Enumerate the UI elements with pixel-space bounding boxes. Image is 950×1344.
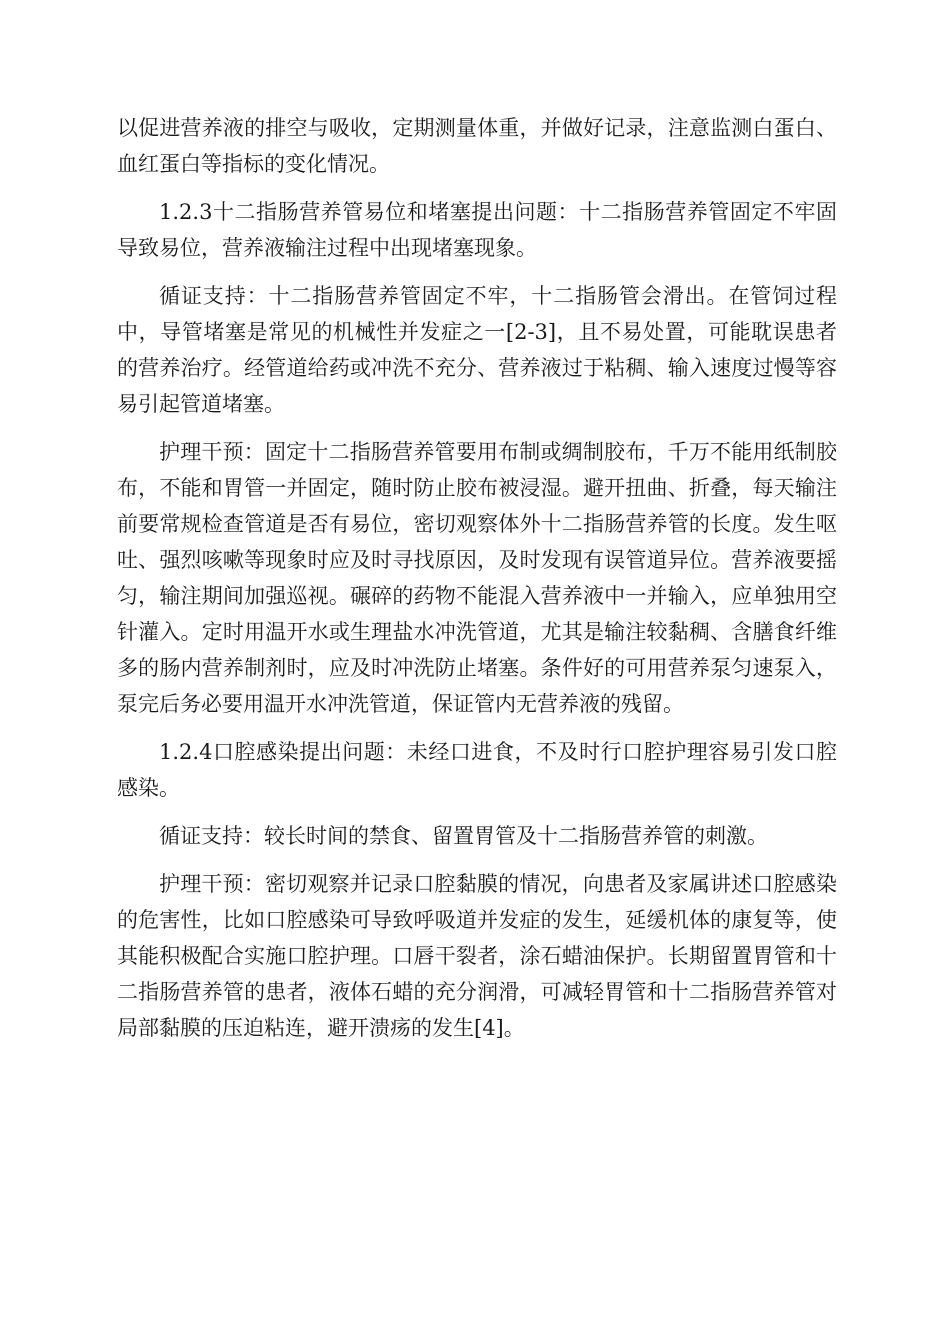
paragraph-section-1-2-4: 1.2.4口腔感染提出问题：未经口进食，不及时行口腔护理容易引发口腔感染。 — [117, 740, 837, 800]
paragraph-section-1-2-3: 1.2.3十二指肠营养管易位和堵塞提出问题：十二指肠营养管固定不牢固导致易位，营养液输注过程中出现堵塞现象。 — [117, 200, 837, 260]
paragraph-evidence-support-2: 循证支持：较长时间的禁食、留置胃管及十二指肠营养管的刺激。 — [159, 824, 768, 848]
paragraph-continuation: 以促进营养液的排空与吸收，定期测量体重，并做好记录，注意监测白蛋白、血红蛋白等指标的变化情况。 — [117, 116, 837, 176]
document-body — [117, 110, 837, 1058]
paragraph-nursing-intervention-2: 护理干预：密切观察并记录口腔黏膜的情况，向患者及家属讲述口腔感染的危害性，比如口腔感染可导致呼吸道并发症的发生，延缓机体的康复等，使其能积极配合实施口腔护理。口唇干裂者，涂石蜡油保护。长期留置胃管和十二指肠营养管的患者，液体石蜡的充分润滑，可减轻胃管和十二指肠营养管对局部黏膜的压迫粘连，避开溃疡的发生[4]。 — [117, 872, 837, 1040]
paragraph-nursing-intervention-1: 护理干预：固定十二指肠营养管要用布制或绸制胶布，千万不能用纸制胶布，不能和胃管一并固定，随时防止胶布被浸湿。避开扭曲、折叠，每天输注前要常规检查管道是否有易位，密切观察体外十二指肠营养管的长度。发生呕吐、强烈咳嗽等现象时应及时寻找原因，及时发现有误管道异位。营养液要摇匀，输注期间加强巡视。碾碎的药物不能混入营养液中一并输入，应单独用空针灌入。定时用温开水或生理盐水冲洗管道，尤其是输注较黏稠、含膳食纤维多的肠内营养制剂时，应及时冲洗防止堵塞。条件好的可用营养泵匀速泵入，泵完后务必要用温开水冲洗管道，保证管内无营养液的残留。 — [117, 440, 837, 716]
paragraph-evidence-support-1: 循证支持：十二指肠营养管固定不牢，十二指肠管会滑出。在管饲过程中，导管堵塞是常见的机械性并发症之一[2-3]，且不易处置，可能耽误患者的营养治疗。经管道给药或冲洗不充分、营养液过于粘稠、输入速度过慢等容易引起管道堵塞。 — [117, 284, 837, 416]
